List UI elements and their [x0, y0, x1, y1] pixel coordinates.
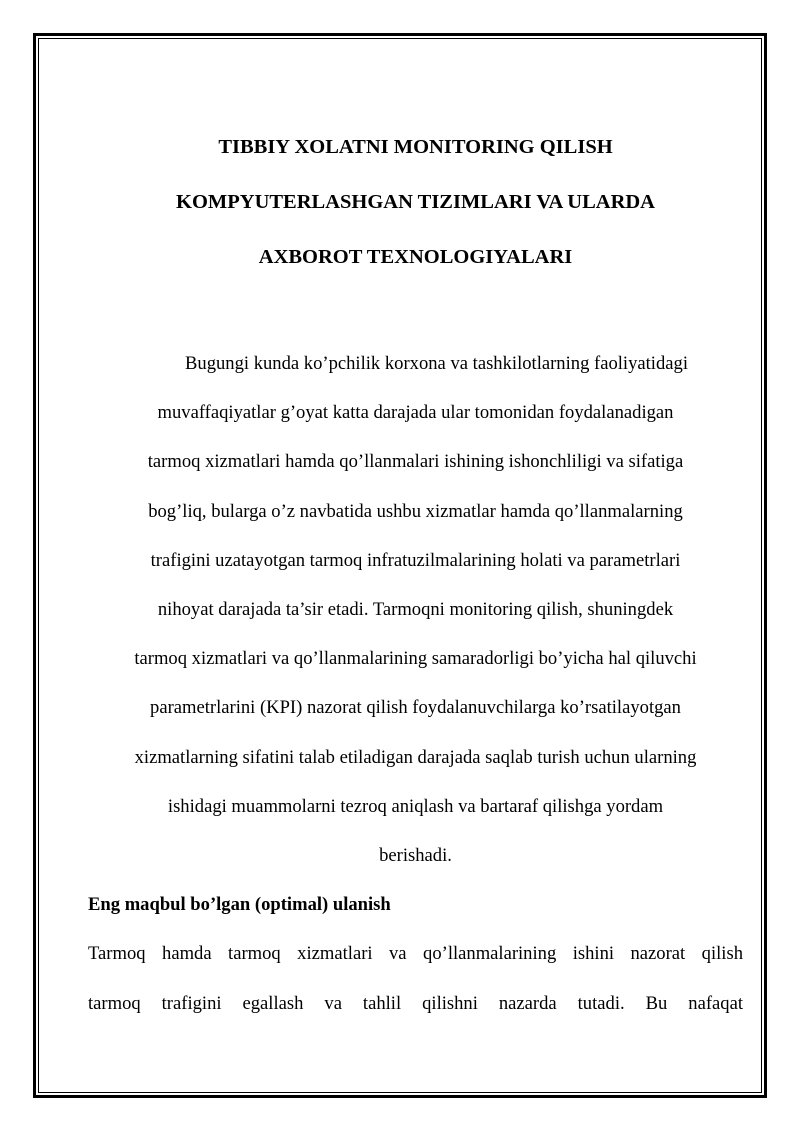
paragraph-line: parametrlarini (KPI) nazorat qilish foydalanuvchilarga ko’rsatilayotgan: [150, 697, 681, 719]
paragraph-line: xizmatlarning sifatini talab etiladigan darajada saqlab turish uchun ularning: [134, 746, 697, 768]
paragraph-line: tarmoq trafigini egallash va tahlil qilishni nazarda tutadi. Bu nafaqat: [88, 992, 743, 1014]
title-line: AXBOROT TEXNOLOGIYALARI: [258, 246, 573, 268]
paragraph-line: ishidagi muammolarni tezroq aniqlash va bartaraf qilishga yordam: [167, 795, 664, 817]
title-line: KOMPYUTERLASHGAN TIZIMLARI VA ULARDA: [176, 191, 655, 213]
paragraph-line: berishadi.: [379, 845, 452, 867]
paragraph-line: muvaffaqiyatlar g’oyat katta darajada ular tomonidan foydalanadigan: [157, 402, 674, 424]
paragraph-line: tarmoq xizmatlari hamda qo’llanmalari ishining ishonchliligi va sifatiga: [147, 451, 684, 473]
paragraph-line: bog’liq, bularga o’z navbatida ushbu xizmatlar hamda qo’llanmalarning: [148, 500, 683, 522]
document-title: [88, 120, 743, 285]
title-line: TIBBIY XOLATNI MONITORING QILISH: [218, 136, 613, 158]
paragraph-line: tarmoq xizmatlari va qo’llanmalarining samaradorligi bo’yicha hal qiluvchi: [134, 648, 697, 670]
paragraph-line: Bugungi kunda ko’pchilik korxona va tashkilotlarning faoliyatidagi: [185, 353, 688, 374]
section-paragraph: [88, 929, 743, 1028]
paragraph-line: nihoyat darajada ta’sir etadi. Tarmoqni monitoring qilish, shuningdek: [157, 599, 674, 621]
paragraph-line: trafigini uzatayotgan tarmoq infratuzilmalarining holati va parametrlari: [150, 549, 681, 571]
paragraph-line: Tarmoq hamda tarmoq xizmatlari va qo’llanmalarining ishini nazorat qilish: [88, 943, 743, 964]
section-heading: Eng maqbul bo’lgan (optimal) ulanish: [88, 894, 391, 915]
intro-paragraph: [88, 339, 743, 880]
